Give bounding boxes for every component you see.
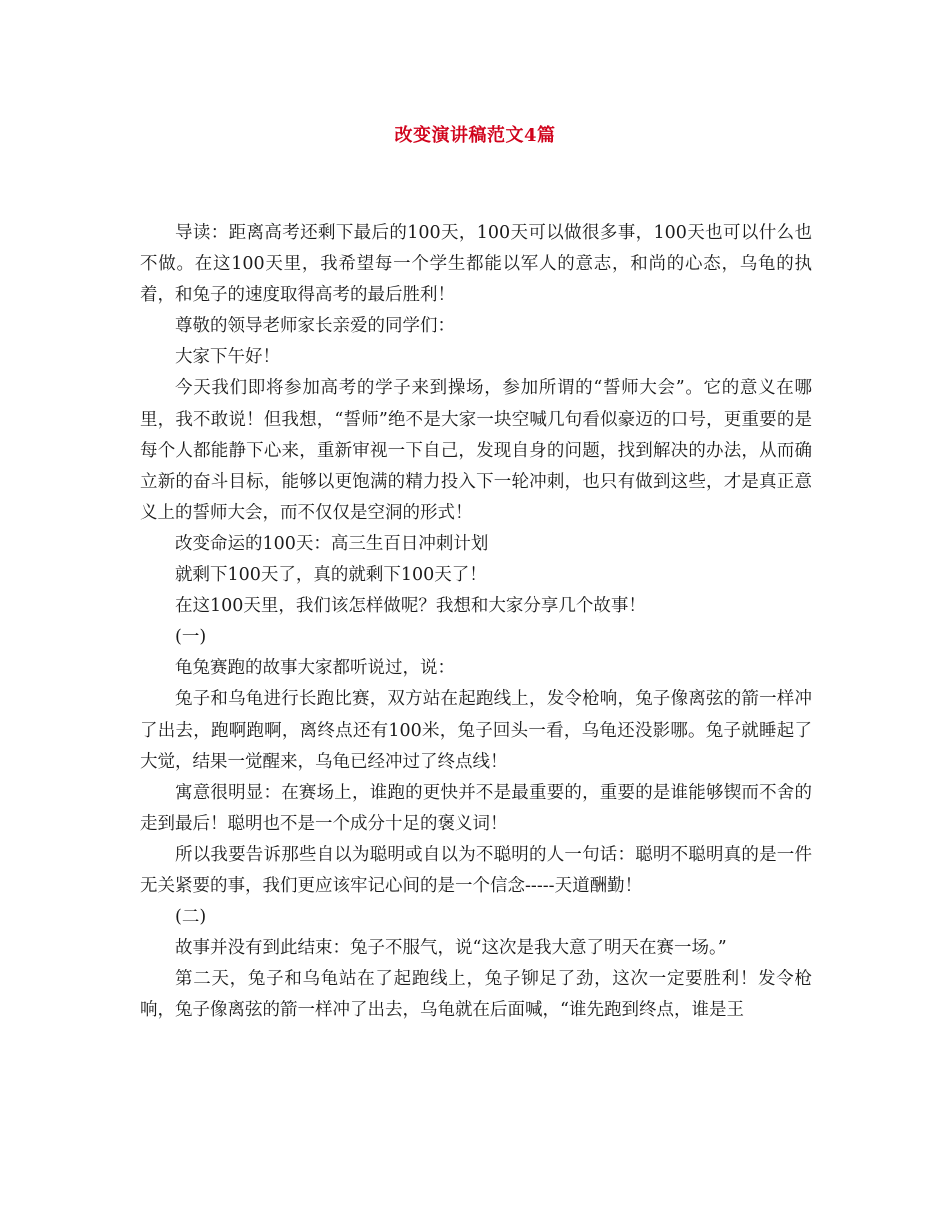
document-body — [140, 218, 812, 1026]
paragraph: 今天我们即将参加高考的学子来到操场，参加所谓的“誓师大会”。它的意义在哪里，我不敢说！但我想，“誓师”绝不是大家一块空喊几句看似豪迈的口号，更重要的是每个人都能静下心来，重新审视一下自己，发现自身的问题，找到解决的办法，从而确立新的奋斗目标，能够以更饱满的精力投入下一轮冲刺，也只有做到这些，才是真正意义上的誓师大会，而不仅仅是空洞的形式！ — [140, 378, 812, 523]
paragraph: 故事并没有到此结束：兔子不服气，说“这次是我大意了明天在赛一场。” — [175, 938, 727, 959]
section-marker: (二) — [175, 907, 207, 928]
paragraph: 在这100天里，我们该怎样做呢？我想和大家分享几个故事！ — [175, 596, 646, 617]
paragraph: 尊敬的领导老师家长亲爱的同学们： — [175, 316, 455, 337]
paragraph: 兔子和乌龟进行长跑比赛，双方站在起跑线上，发令枪响，兔子像离弦的箭一样冲了出去，跑啊跑啊，离终点还有100米，兔子回头一看，乌龟还没影哪。兔子就睡起了大觉，结果一觉醒来，乌龟已经冲过了终点线！ — [140, 689, 812, 772]
paragraph: 改变命运的100天：高三生百日冲刺计划 — [175, 533, 489, 554]
paragraph: 第二天，兔子和乌龟站在了起跑线上，兔子铆足了劲，这次一定要胜利！发令枪响，兔子像离弦的箭一样冲了出去，乌龟就在后面喊，“谁先跑到终点，谁是王 — [140, 969, 812, 1021]
paragraph: 导读：距离高考还剩下最后的100天，100天可以做很多事，100天也可以什么也不做。在这100天里，我希望每一个学生都能以军人的意志，和尚的心态，乌龟的执着，和兔子的速度取得高考的最后胜利！ — [140, 223, 812, 306]
paragraph: 所以我要告诉那些自以为聪明或自以为不聪明的人一句话：聪明不聪明真的是一件无关紧要的事，我们更应该牢记心间的是一个信念-----天道酬勤！ — [140, 844, 812, 896]
paragraph: 寓意很明显：在赛场上，谁跑的更快并不是最重要的，重要的是谁能够锲而不舍的走到最后！聪明也不是一个成分十足的褒义词！ — [140, 782, 812, 834]
document-title: 改变演讲稿范文4篇 — [394, 125, 556, 146]
paragraph: 大家下午好！ — [175, 347, 280, 368]
paragraph: 就剩下100天了，真的就剩下100天了！ — [175, 565, 487, 586]
paragraph: 龟兔赛跑的故事大家都听说过，说： — [175, 658, 455, 679]
section-marker: (一) — [175, 627, 207, 648]
